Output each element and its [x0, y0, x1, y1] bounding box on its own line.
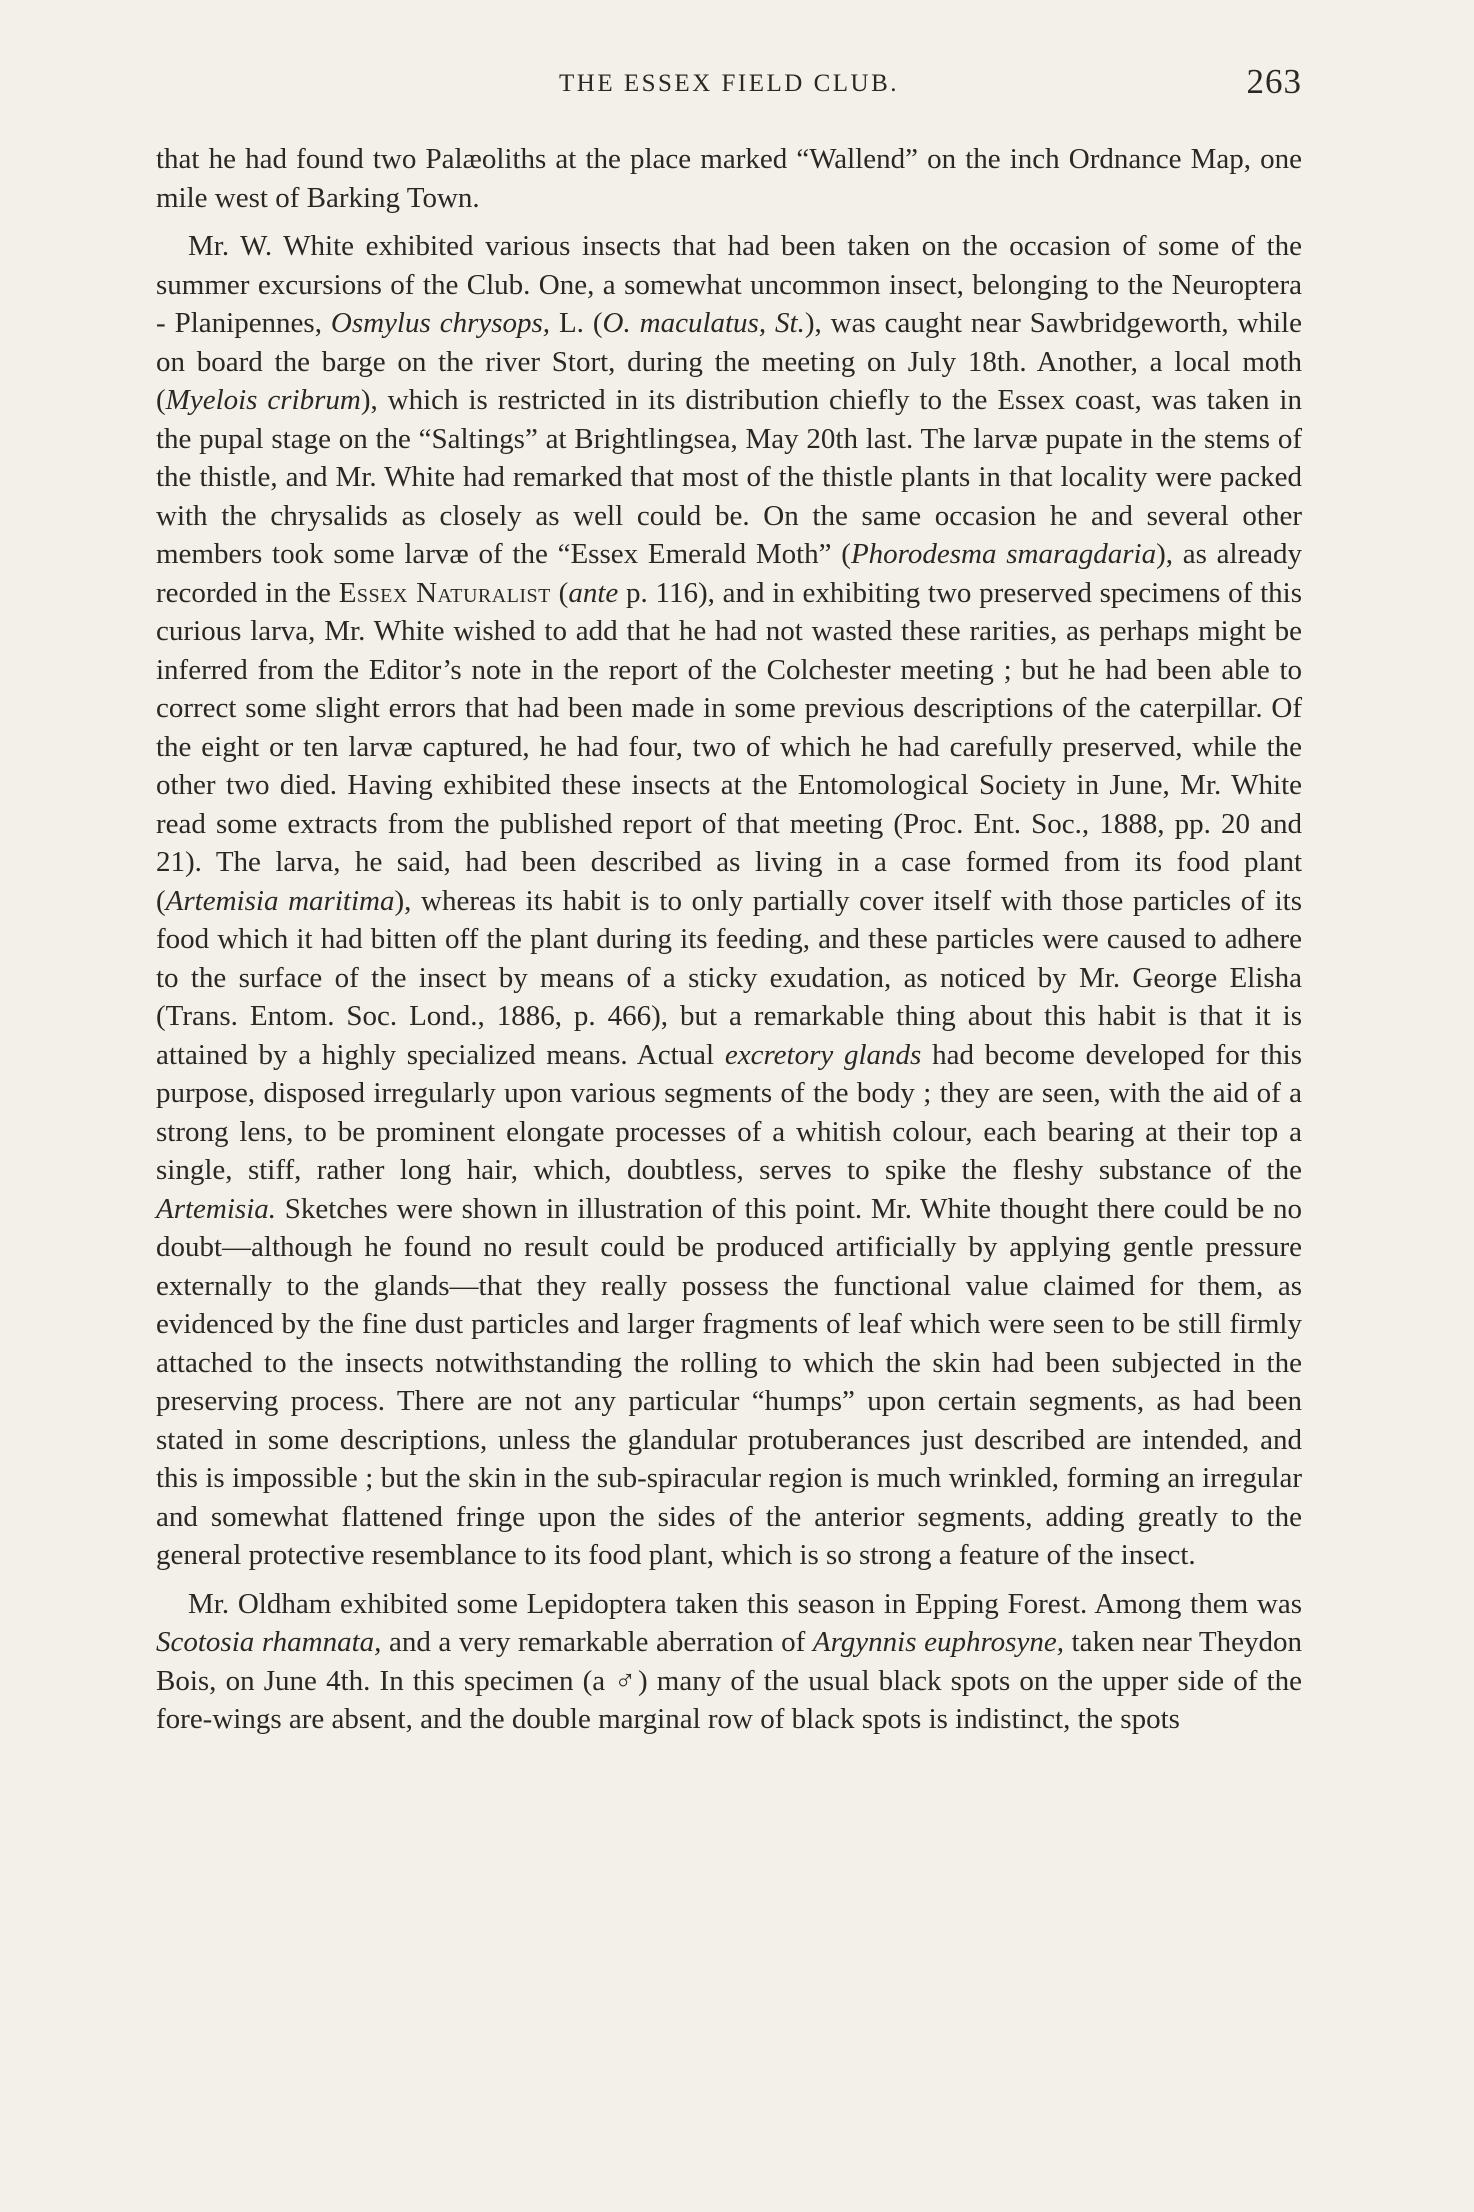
- species-name: O. maculatus, St.: [602, 307, 805, 339]
- text-run: (: [550, 576, 569, 609]
- text-run: and a very remarkable aberration of: [381, 1626, 813, 1658]
- species-name: Argynnis euphrosyne,: [812, 1626, 1064, 1658]
- text-run: had become developed for this purpose, disposed irregularly upon various segments of the body ; they are seen, with the aid of a strong lens, to be prominent elongate processes of a whitish colour, each bearing at their top a single, stiff, rather long hair, which, doubtless, serves to spike the fleshy substance of the: [156, 1038, 1302, 1186]
- running-title: THE ESSEX FIELD CLUB.: [559, 70, 899, 97]
- latin-term: ante: [568, 576, 619, 609]
- species-name: Phorodesma smaragdaria: [850, 538, 1157, 570]
- journal-title: Essex Naturalist: [338, 576, 551, 609]
- text-run: L. (: [550, 307, 603, 339]
- paragraph-oldham-exhibit: [156, 1585, 1302, 1739]
- text-run: ), was caught near Sawbridgeworth, while on board the barge on the river Stort, during the meeting on July 18th. Another, a local moth (: [156, 307, 1302, 416]
- page-number: 263: [1246, 62, 1302, 101]
- species-name: Artemisia.: [156, 1192, 277, 1225]
- text-run: ), which is restricted in its distribution chiefly to the Essex coast, was taken in the pupal stage on the “Saltings” at Brightlingsea, May 20th last. The larvæ pupate in the stems of the thistle, and Mr. White had remarked that most of the thistle plants in that locality were packed with the chrysalids as closely as well could be. On the same occasion he and several other members took some larvæ of the “Essex Emerald Moth” (: [156, 384, 1302, 570]
- paragraph-white-exhibit: [156, 227, 1302, 1575]
- species-name: Myelois cribrum: [165, 384, 361, 416]
- species-name: Scotosia rhamnata,: [156, 1626, 382, 1658]
- body-text: [156, 140, 1302, 1739]
- emphasis-term: excretory glands: [724, 1038, 922, 1071]
- paragraph-continuation: that he had found two Palæoliths at the place marked “Wallend” on the inch Ordnance Map, one mile west of Barking Town.: [156, 143, 1302, 214]
- text-run: ), as already recorded in the: [156, 538, 1303, 609]
- text-run: Sketches were shown in illustration of this point. Mr. White thought there could be no doubt—although he found no result could be produced artificially by applying gentle pressure externally to the glands—that they really possess the functional value claimed for them, as evidenced by the fine dust particles and larger fragments of leaf which were seen to be still firmly attached to the insects notwithstanding the rolling to which the skin had been subjected in the preserving process. There are not any particular “humps” upon certain segments, as had been stated in some descriptions, unless the glandular protuberances just described are intended, and this is impossible ; but the skin in the sub-spiracular region is much wrinkled, forming an irregular and somewhat flattened fringe upon the sides of the anterior segments, adding greatly to the general protective resemblance to its food plant, which is so strong a feature of the insect.: [156, 1192, 1302, 1571]
- text-run: p. 116), and in exhibiting two preserved specimens of this curious larva, Mr. White wished to add that he had not wasted these rarities, as perhaps might be inferred from the Editor’s note in the report of the Colchester meeting ; but he had been able to correct some slight errors that had been made in some previous descriptions of the caterpillar. Of the eight or ten larvæ captured, he had four, two of which he had carefully preserved, while the other two died. Having exhibited these insects at the Entomological Society in June, Mr. White read some extracts from the published report of that meeting (Proc. Ent. Soc., 1888, pp. 20 and 21). The larva, he said, had been described as living in a case formed from its food plant (: [156, 576, 1302, 917]
- text-run: taken near Theydon Bois, on June 4th. In this specimen (a ♂) many of the usual black spots on the upper side of the fore-wings are absent, and the double marginal row of black spots is indistinct, the spots: [156, 1626, 1302, 1735]
- species-name: Osmylus chrysops,: [330, 307, 551, 339]
- text-run: Mr. Oldham exhibited some Lepidoptera taken this season in Epping Forest. Among them was: [188, 1587, 1302, 1620]
- species-name: Artemisia maritima: [165, 884, 395, 917]
- page-header: [156, 62, 1302, 112]
- text-run: ), whereas its habit is to only partially cover itself with those particles of its food which it had bitten off the plant during its feeding, and these particles were caused to adhere to the surface of the insect by means of a sticky exudation, as noticed by Mr. George Elisha (Trans. Entom. Soc. Lond., 1886, p. 466), but a remarkable thing about this habit is that it is attained by a highly specialized means. Actual: [156, 884, 1302, 1071]
- text-run: Mr. W. White exhibited various insects that had been taken on the occasion of some of the summer excursions of the Club. One, a somewhat uncommon insect, belonging to the Neuroptera - Planipennes,: [156, 230, 1302, 339]
